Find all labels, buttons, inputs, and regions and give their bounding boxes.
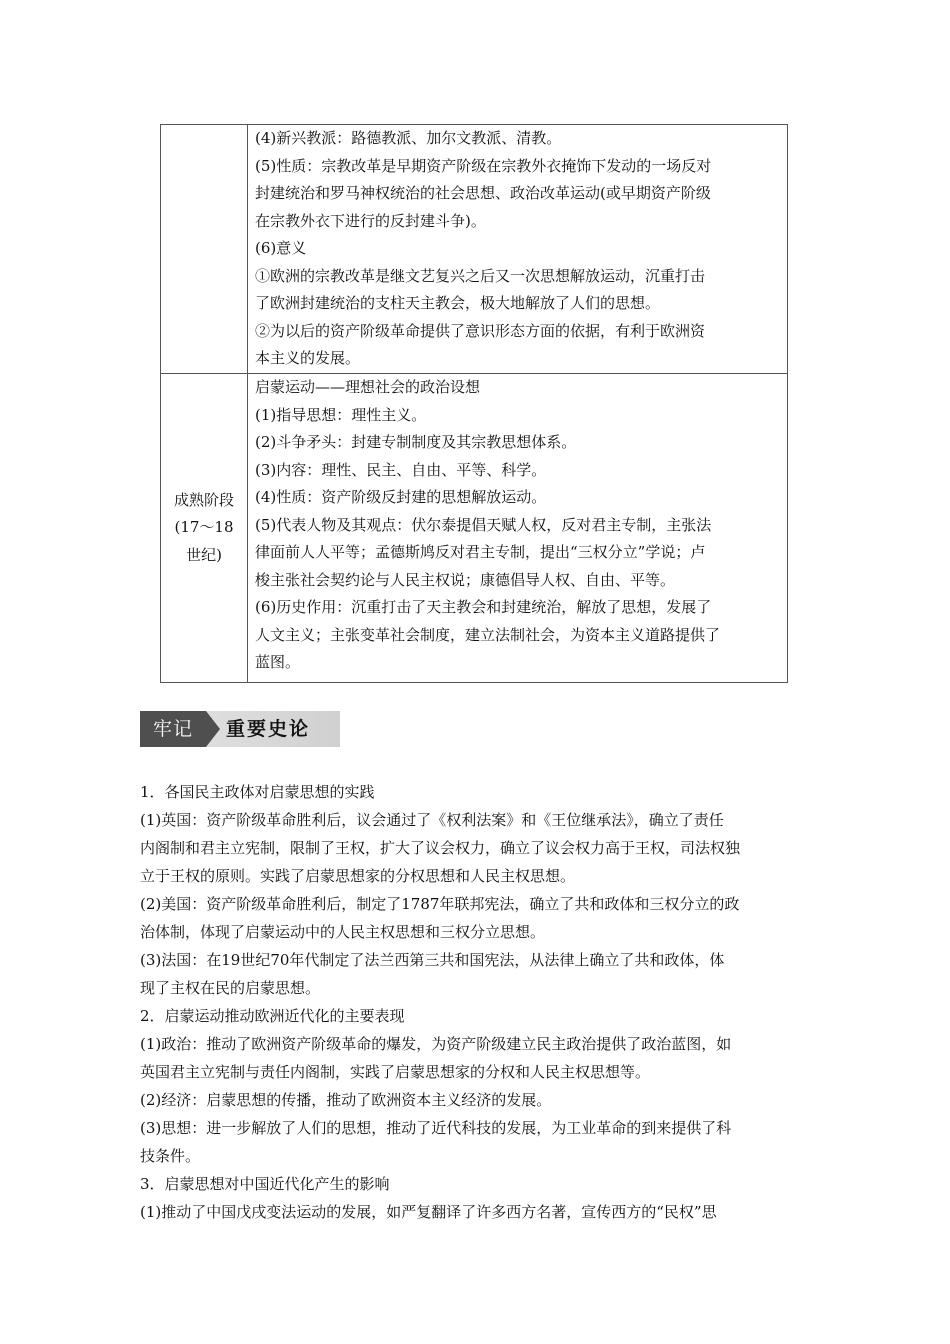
- content-line: ②为以后的资产阶级革命提供了意识形态方面的依据，有利于欧洲资: [255, 321, 706, 340]
- section-title: 重要史论: [226, 718, 311, 740]
- body-line: (3)法国：在19世纪70年代制定了法兰西第三共和国宪法，从法律上确立了共和政体，体: [140, 951, 725, 969]
- content-line: (6)意义: [255, 239, 307, 257]
- content-cell: [248, 125, 788, 374]
- content-line: (6)历史作用：沉重打击了天主教会和封建统治，解放了思想，发展了: [255, 598, 712, 616]
- body-line: (3)思想：进一步解放了人们的思想，推动了近代科技的发展，为工业革命的到来提供了科: [140, 1119, 732, 1137]
- content-line: 梭主张社会契约论与人民主权说；康德倡导人权、自由、平等。: [255, 570, 676, 589]
- content-cell: [248, 374, 788, 683]
- history-table: [160, 124, 788, 683]
- section-tag: 牢记: [140, 711, 206, 747]
- content-line: (2)斗争矛头：封建专制制度及其宗教思想体系。: [255, 433, 577, 451]
- body-line: 技条件。: [140, 1147, 201, 1165]
- body-line: (1)政治：推动了欧洲资产阶级革命的爆发，为资产阶级建立民主政治提供了政治蓝图，如: [140, 1035, 732, 1053]
- body-line: 内阁制和君主立宪制，限制了王权，扩大了议会权力，确立了议会权力高于王权，司法权独: [140, 839, 741, 857]
- arrow-icon: [206, 711, 220, 747]
- body-line: (2)经济：启蒙思想的传播，推动了欧洲资本主义经济的发展。: [140, 1091, 552, 1109]
- content-line: (3)内容：理性、民主、自由、平等、科学。: [255, 460, 547, 479]
- content-line: 封建统治和罗马神权统治的社会思想、政治改革运动(或早期资产阶级: [255, 184, 711, 202]
- stage-cell: [161, 125, 248, 374]
- content-line: 在宗教外衣下进行的反封建斗争)。: [255, 211, 486, 230]
- body-line: 3．启蒙思想对中国近代化产生的影响: [140, 1175, 390, 1193]
- body-line: 治体制，体现了启蒙运动中的人民主权思想和三权分立思想。: [140, 923, 546, 941]
- content-line: 启蒙运动——理想社会的政治设想: [255, 378, 481, 396]
- body-line: 1．各国民主政体对启蒙思想的实践: [140, 783, 375, 801]
- stage-label: 成熟阶段: [173, 490, 234, 509]
- body-line: 立于王权的原则。实践了启蒙思想家的分权思想和人民主权思想。: [140, 867, 576, 885]
- content-line: (4)新兴教派：路德教派、加尔文教派、清教。: [255, 129, 562, 147]
- content-line: ①欧洲的宗教改革是继文艺复兴之后又一次思想解放运动，沉重打击: [255, 266, 706, 285]
- content-line: 人文主义；主张变革社会制度，建立法制社会，为资本主义道路提供了: [255, 625, 721, 644]
- body-text: [140, 778, 812, 1226]
- content-line: (1)指导思想：理性主义。: [255, 405, 427, 424]
- content-line: (5)代表人物及其观点：伏尔泰提倡天赋人权，反对君主专制，主张法: [255, 515, 712, 534]
- stage-label: 世纪): [186, 545, 222, 564]
- content-line: 了欧洲封建统治的支柱天主教会，极大地解放了人们的思想。: [255, 294, 661, 312]
- content-line: 本主义的发展。: [255, 349, 361, 367]
- table-row: [161, 125, 788, 374]
- body-line: 现了主权在民的启蒙思想。: [140, 979, 321, 997]
- body-line: 2．启蒙运动推动欧洲近代化的主要表现: [140, 1007, 405, 1025]
- section-heading: [140, 711, 340, 747]
- content-line: 律面前人人平等；孟德斯鸠反对君主专制，提出“三权分立”学说；卢: [255, 543, 706, 561]
- body-line: (1)推动了中国戊戌变法运动的发展，如严复翻译了许多西方名著，宣传西方的“民权”思: [140, 1203, 717, 1221]
- table-row: [161, 374, 788, 683]
- body-line: (2)美国：资产阶级革命胜利后，制定了1787年联邦宪法，确立了共和政体和三权分立的政: [140, 895, 740, 913]
- stage-cell: [161, 374, 248, 683]
- body-line: (1)英国：资产阶级革命胜利后，议会通过了《权利法案》和《王位继承法》，确立了责任: [140, 811, 724, 829]
- content-line: 蓝图。: [255, 653, 301, 671]
- content-line: (4)性质：资产阶级反封建的思想解放运动。: [255, 488, 547, 506]
- content-line: (5)性质：宗教改革是早期资产阶级在宗教外衣掩饰下发动的一场反对: [255, 156, 712, 175]
- stage-label: (17～18: [174, 518, 234, 537]
- body-line: 英国君主立宪制与责任内阁制，实践了启蒙思想家的分权和人民主权思想等。: [140, 1063, 651, 1081]
